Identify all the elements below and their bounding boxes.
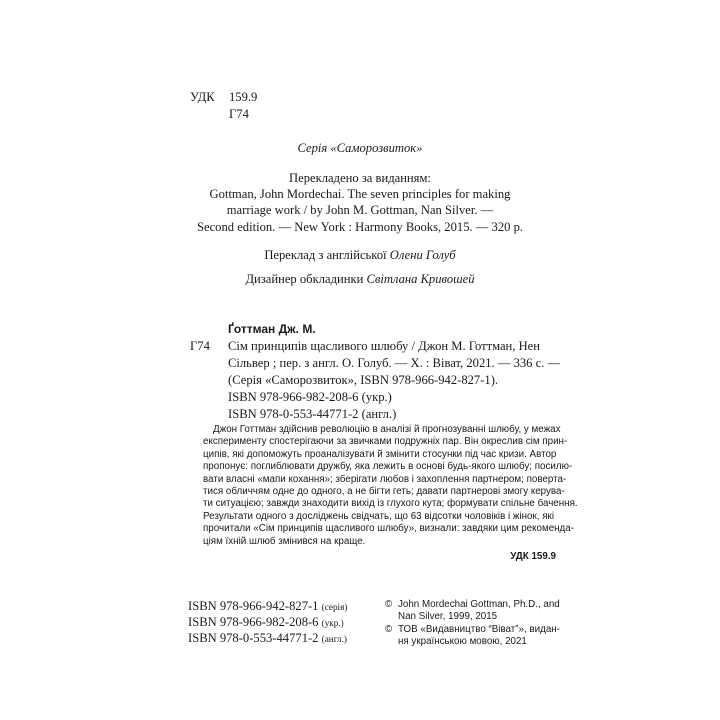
abstract-line: вати власні «мапи кохання»; зберігати любов і захоплення партнером; поверта- [203,473,567,485]
catalog-description-line: (Серія «Саморозвиток», ISBN 978-966-942-827-1). [228,373,499,387]
abstract-line: тися обличчям одне до одного, а не бігти геть; давати партнерові змогу керува- [203,486,565,498]
series-title: Серія «Саморозвиток» [297,141,423,155]
isbn-note: (англ.) [321,634,347,644]
isbn-number: ISBN 978-966-942-827-1 [188,599,319,613]
translated-from-heading: Перекладено за виданням: [289,171,431,185]
isbn-number: ISBN 978-0-553-44771-2 [188,631,319,645]
original-edition-line: marriage work / by John M. Gottman, Nan Silver. — [226,203,494,217]
isbn-number: ISBN 978-966-982-208-6 [188,615,319,629]
udk-code: 159.9 [229,90,258,104]
abstract-line: ципів, які допоможуть проаналізувати й змінити стосунки під час кризи. Автор [203,448,557,460]
catalog-description-line: Сім принципів щасливого шлюбу / Джон М. Готтман, Нен [228,339,541,353]
abstract-line: Джон Готтман здійснив революцію в аналізі й прогнозуванні шлюбу, у межах [213,424,561,435]
abstract-line: пропонує: поглиблювати дружбу, яка лежить в основі будь-якого шлюбу; посилю- [203,461,573,473]
designer-name: Світлана Кривошей [366,272,475,286]
copyright-line: Nan Silver, 1999, 2015 [398,611,498,622]
copyright-symbol: © [385,599,393,610]
udk-label: УДК [190,90,215,104]
isbn-line [188,630,347,646]
isbn-line [188,614,344,630]
abstract-line: Результати одного з досліджень свідчать, що 63 відсотки чоловіків і жінок, які [203,510,554,522]
abstract-line: ти ситуацією; завжди знаходити вихід із глухого кута; формувати спільне бачення. [203,498,578,510]
author-mark: Г74 [229,107,249,121]
translator-name: Олени Голуб [389,248,456,262]
abstract-line: експерименту спостерігаючи за звичками подружніх пар. Він окреслив сім прин- [203,436,568,448]
designer-label: Дизайнер обкладинки [245,272,367,286]
translator-credit [190,247,530,263]
designer-credit [190,271,530,287]
abstract-line: ціям їхній шлюб змінився на краще. [203,535,366,547]
catalog-author: Ґоттман Дж. М. [228,322,316,336]
copyright-line: ТОВ «Видавництво “Віват”», видан- [398,624,560,635]
copyright-line: John Mordechai Gottman, Ph.D., and [398,599,560,610]
copyright-symbol: © [385,624,393,635]
udk-bottom: УДК 159.9 [510,551,556,562]
original-edition-line: Gottman, John Mordechai. The seven principles for making [209,187,511,201]
isbn-note: (укр.) [321,618,344,628]
catalog-isbn: ISBN 978-0-553-44771-2 (англ.) [228,407,397,421]
abstract-line: прочитали «Сім принципів щасливого шлюбу», визнали: завдяки цим рекоменда- [203,523,574,535]
original-edition-line: Second edition. — New York : Harmony Books, 2015. — 320 p. [196,220,524,234]
catalog-isbn: ISBN 978-966-982-208-6 (укр.) [228,390,392,404]
abstract [203,424,578,548]
isbn-line [188,598,347,614]
catalog-description-line: Сільвер ; пер. з англ. О. Голуб. — Х. : Віват, 2021. — 336 с. — [228,356,561,370]
isbn-note: (серія) [321,602,348,612]
catalog-mark: Г74 [190,339,210,353]
translator-label: Переклад з англійської [264,248,390,262]
copyright-line: ня українською мовою, 2021 [398,636,527,647]
